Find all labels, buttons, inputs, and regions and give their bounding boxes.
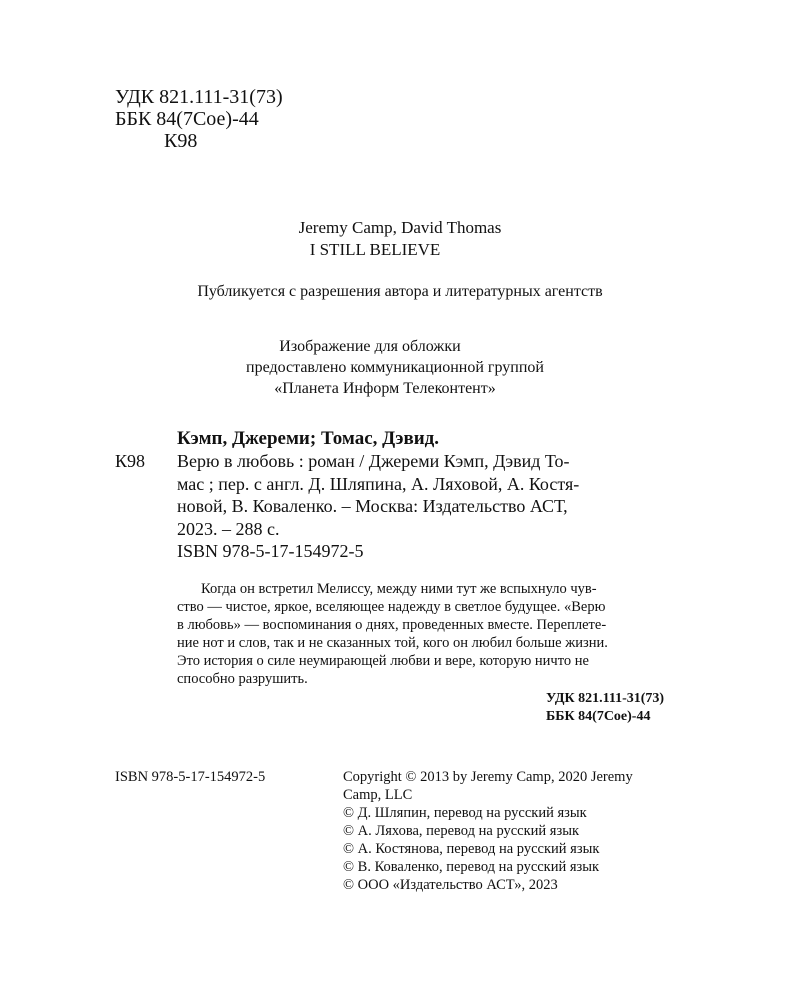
copyright-line: © Д. Шляпин, перевод на русский язык — [343, 805, 587, 821]
bib-author-line: Кэмп, Джереми; Томас, Дэвид. — [177, 428, 440, 449]
author-mark: К98 — [164, 130, 198, 152]
copyright-block — [343, 768, 633, 894]
bib-author-mark: К98 — [115, 451, 146, 471]
bbk-code: ББК 84(7Сое)-44 — [115, 108, 259, 130]
annotation-line: Когда он встретил Мелиссу, между ними тут же вспыхнуло чув- — [201, 581, 597, 597]
cover-note-line: «Планета Информ Телеконтент» — [274, 380, 496, 397]
footer-isbn: ISBN 978-5-17-154972-5 — [115, 769, 266, 785]
original-title: I STILL BELIEVE — [309, 240, 441, 259]
bib-isbn: ISBN 978-5-17-154972-5 — [177, 541, 364, 561]
annotation-udk: УДК 821.111-31(73) — [546, 691, 665, 706]
annotation-codes — [546, 690, 664, 726]
copyright-line: © А. Костянова, перевод на русский язык — [343, 841, 600, 857]
annotation — [177, 580, 608, 688]
bib-record-line: новой, В. Коваленко. – Москва: Издательство АСТ, — [177, 496, 568, 516]
bib-record-line: Верю в любовь : роман / Джереми Кэмп, Дэвид То- — [177, 451, 570, 471]
copyright-line: © А. Ляхова, перевод на русский язык — [343, 823, 579, 839]
cover-note-line: Изображение для обложки — [279, 338, 461, 355]
annotation-line: ние нот и слов, так и не сказанных той, кого он любил больше жизни. — [177, 635, 608, 651]
annotation-line: Это история о силе неумирающей любви и вере, которую ничто не — [177, 653, 589, 669]
publication-note: Публикуется с разрешения автора и литературных агентств — [197, 283, 603, 300]
copyright-line: Camp, LLC — [343, 787, 413, 803]
copyright-line: Copyright © 2013 by Jeremy Camp, 2020 Jeremy — [343, 769, 633, 785]
annotation-line: в любовь» — воспоминания о днях, проведенных вместе. Переплете- — [177, 617, 607, 633]
bib-record-line: 2023. – 288 с. — [177, 518, 280, 539]
annotation-bbk: ББК 84(7Сое)-44 — [546, 709, 651, 724]
copyright-line: © В. Коваленко, перевод на русский язык — [343, 859, 600, 875]
annotation-line: способно разрушить. — [177, 671, 308, 687]
bib-record — [177, 450, 579, 540]
cover-note-line: предоставлено коммуникационной группой — [246, 359, 544, 376]
annotation-line: ство — чистое, яркое, вселяющее надежду в светлое будущее. «Верю — [177, 599, 606, 615]
classification-codes — [115, 86, 283, 152]
copyright-line: © ООО «Издательство АСТ», 2023 — [343, 877, 558, 893]
cover-note — [0, 336, 800, 399]
bib-record-line: мас ; пер. с англ. Д. Шляпина, А. Ляховой, А. Костя- — [177, 473, 580, 494]
original-title-block — [0, 217, 800, 261]
udk-code: УДК 821.111-31(73) — [115, 86, 283, 108]
original-authors: Jeremy Camp, David Thomas — [298, 218, 502, 237]
